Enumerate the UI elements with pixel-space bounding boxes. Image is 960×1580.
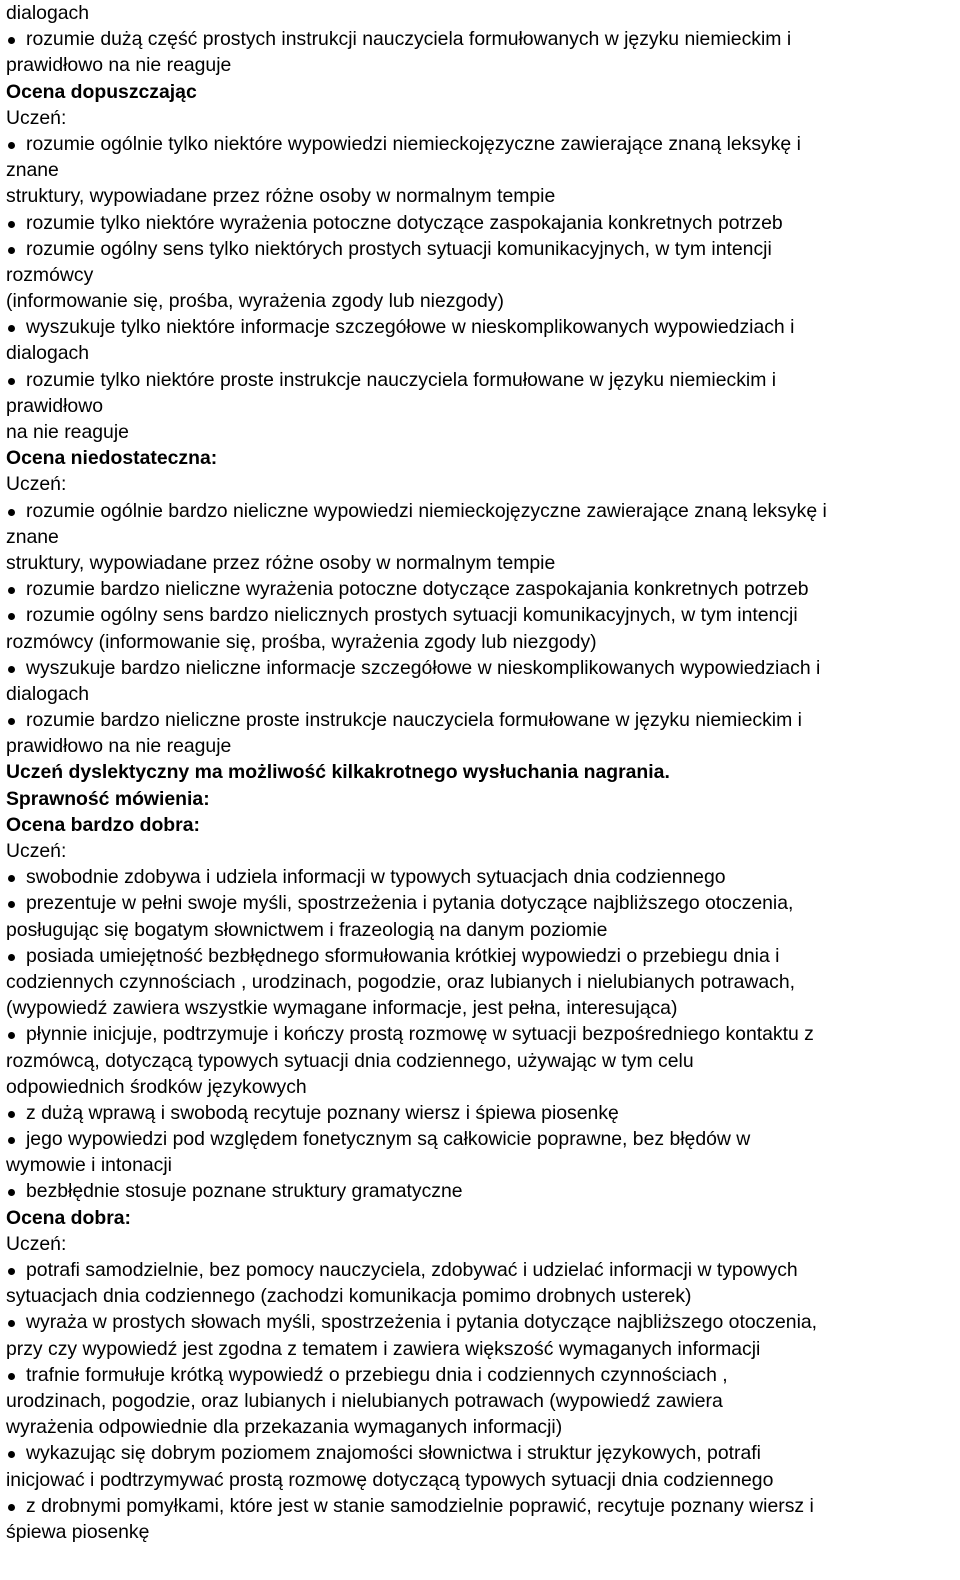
bullet-item: z drobnymi pomyłkami, które jest w stanie samodzielnie poprawić, recytuje poznany wiersz i [6, 1493, 954, 1519]
section-heading: Sprawność mówienia: [6, 787, 210, 810]
text-line: znane [6, 159, 59, 182]
bullet-item: wykazując się dobrym poziomem znajomości słownictwa i struktur językowych, potrafi [6, 1440, 954, 1466]
bullet-item: swobodnie zdobywa i udziela informacji w typowych sytuacjach dnia codziennego [6, 864, 954, 890]
text-line: (wypowiedź zawiera wszystkie wymagane informacje, jest pełna, interesująca) [6, 997, 678, 1020]
text-line: prawidłowo [6, 394, 104, 417]
text-line: inicjować i podtrzymywać prostą rozmowę dotyczącą typowych sytuacji dnia codziennego [6, 1468, 774, 1491]
bullet-item: z dużą wprawą i swobodą recytuje poznany wiersz i śpiewa piosenkę [6, 1100, 954, 1126]
bullet-item: wyszukuje tylko niektóre informacje szczegółowe w nieskomplikowanych wypowiedziach i [6, 314, 954, 340]
bullet-item: rozumie dużą część prostych instrukcji nauczyciela formułowanych w języku niemieckim i [6, 26, 954, 52]
text-line: rozmówcy (informowanie się, prośba, wyrażenia zgody lub niezgody) [6, 630, 597, 653]
text-line: rozmówcy [6, 263, 94, 286]
text-line: prawidłowo na nie reaguje [6, 54, 232, 77]
text-line: posługując się bogatym słownictwem i frazeologią na danym poziomie [6, 918, 608, 941]
text-line: Uczeń: [6, 1232, 67, 1255]
bullet-item: jego wypowiedzi pod względem fonetycznym są całkowicie poprawne, bez błędów w [6, 1126, 954, 1152]
bullet-item: rozumie tylko niektóre wyrażenia potoczne dotyczące zaspokajania konkretnych potrzeb [6, 210, 954, 236]
text-line: znane [6, 525, 59, 548]
text-line: wyrażenia odpowiednie dla przekazania wymaganych informacji) [6, 1416, 563, 1439]
text-line: dialogach [6, 2, 90, 24]
text-line: codziennych czynnościach , urodzinach, pogodzie, oraz lubianych i nielubianych potrawach, [6, 970, 796, 993]
text-line: prawidłowo na nie reaguje [6, 735, 232, 758]
text-line: rozmówcą, dotyczącą typowych sytuacji dnia codziennego, używając w tym celu [6, 1049, 694, 1072]
section-heading: Ocena dobra: [6, 1206, 131, 1229]
bullet-item: płynnie inicjuje, podtrzymuje i kończy prostą rozmowę w sytuacji bezpośredniego kontaktu z [6, 1021, 954, 1047]
text-line: sytuacjach dnia codziennego (zachodzi komunikacja pomimo drobnych usterek) [6, 1285, 692, 1308]
section-heading: Ocena bardzo dobra: [6, 813, 200, 836]
text-line: dialogach [6, 682, 90, 705]
section-heading: Ocena niedostateczna: [6, 447, 218, 470]
bullet-item: rozumie ogólnie bardzo nieliczne wypowiedzi niemieckojęzyczne zawierające znaną leksykę i [6, 498, 954, 524]
section-heading: Uczeń dyslektyczny ma możliwość kilkakrotnego wysłuchania nagrania. [6, 761, 670, 784]
bullet-item: posiada umiejętność bezbłędnego sformułowania krótkiej wypowiedzi o przebiegu dnia i [6, 943, 954, 969]
section-heading: Ocena dopuszczając [6, 80, 197, 103]
bullet-item: rozumie ogólny sens tylko niektórych prostych sytuacji komunikacyjnych, w tym intencji [6, 236, 954, 262]
text-line: urodzinach, pogodzie, oraz lubianych i nielubianych potrawach (wypowiedź zawiera [6, 1389, 723, 1412]
bullet-item: prezentuje w pełni swoje myśli, spostrzeżenia i pytania dotyczące najbliższego otoczenia, [6, 890, 954, 916]
bullet-item: rozumie ogólnie tylko niektóre wypowiedzi niemieckojęzyczne zawierające znaną leksykę i [6, 131, 954, 157]
bullet-item: wyszukuje bardzo nieliczne informacje szczegółowe w nieskomplikowanych wypowiedziach i [6, 655, 954, 681]
text-line: Uczeń: [6, 473, 67, 496]
text-line: Uczeń: [6, 840, 67, 862]
bullet-item: rozumie ogólny sens bardzo nielicznych prostych sytuacji komunikacyjnych, w tym intencji [6, 602, 954, 628]
bullet-item: rozumie bardzo nieliczne proste instrukcje nauczyciela formułowane w języku niemieckim i [6, 707, 954, 733]
bullet-item: trafnie formułuje krótką wypowiedź o przebiegu dnia i codziennych czynnościach , [6, 1362, 954, 1388]
bullet-item: bezbłędnie stosuje poznane struktury gramatyczne [6, 1178, 954, 1204]
text-line: na nie reaguje [6, 421, 129, 443]
text-line: struktury, wypowiadane przez różne osoby w normalnym tempie [6, 185, 556, 208]
bullet-item: potrafi samodzielnie, bez pomocy nauczyciela, zdobywać i udzielać informacji w typowych [6, 1257, 954, 1283]
bullet-item: rozumie bardzo nieliczne wyrażenia potoczne dotyczące zaspokajania konkretnych potrzeb [6, 576, 954, 602]
bullet-item: rozumie tylko niektóre proste instrukcje nauczyciela formułowane w języku niemieckim i [6, 367, 954, 393]
text-line: wymowie i intonacji [6, 1154, 172, 1177]
bullet-item: wyraża w prostych słowach myśli, spostrzeżenia i pytania dotyczące najbliższego otoczenia, [6, 1309, 954, 1335]
text-line: odpowiednich środków językowych [6, 1075, 307, 1098]
text-line: struktury, wypowiadane przez różne osoby w normalnym tempie [6, 551, 556, 574]
text-line: przy czy wypowiedź jest zgodna z tematem i zawiera większość wymaganych informacji [6, 1337, 761, 1360]
text-line: dialogach [6, 342, 90, 365]
text-line: Uczeń: [6, 106, 67, 129]
text-line: (informowanie się, prośba, wyrażenia zgody lub niezgody) [6, 290, 504, 313]
text-line: śpiewa piosenkę [6, 1520, 150, 1543]
